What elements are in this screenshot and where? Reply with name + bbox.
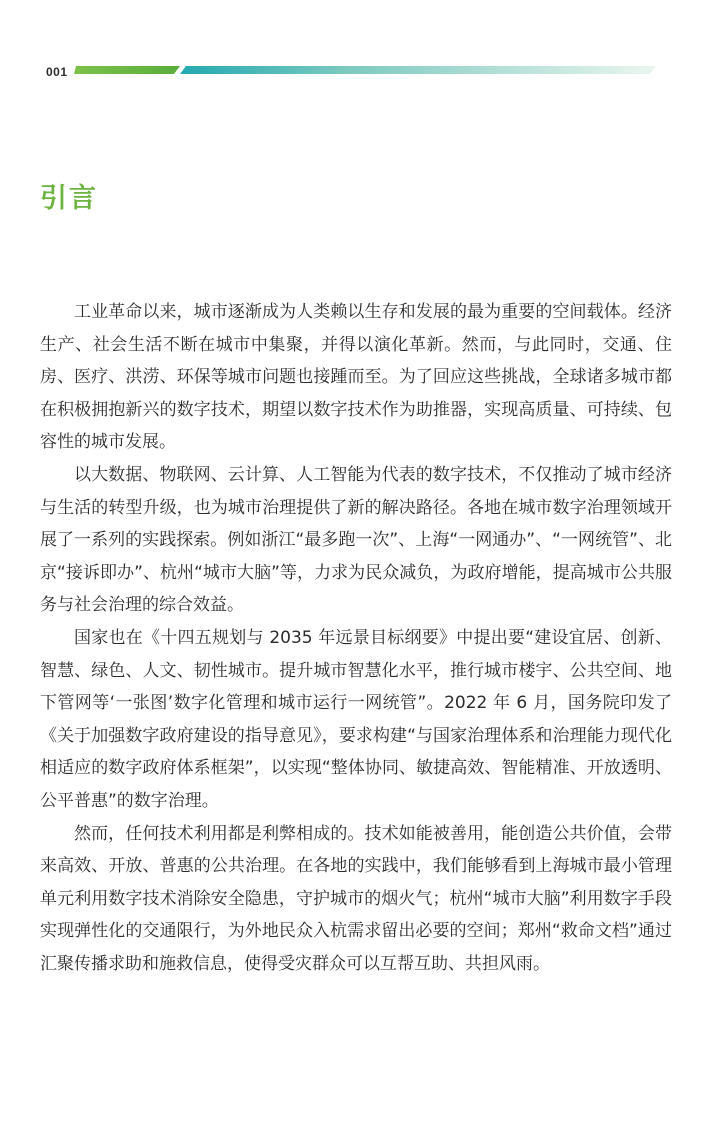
paragraph-1: 工业革命以来，城市逐渐成为人类赖以生存和发展的最为重要的空间载体。经济生产、社会生活不断在城市中集聚，并得以演化革新。然而，与此同时，交通、住房、医疗、洪涝、环保等城市问题也接踵而至。为了回应这些挑战，全球诸多城市都在积极拥抱新兴的数字技术，期望以数字技术作为助推器，实现高质量、可持续、包容性的城市发展。 <box>40 302 672 453</box>
paragraph-4: 然而，任何技术利用都是利弊相成的。技术如能被善用，能创造公共价值，会带来高效、开放、普惠的公共治理。在各地的实践中，我们能够看到上海城市最小管理单元利用数字技术消除安全隐患，守护城市的烟火气；杭州“城市大脑”利用数字手段实现弹性化的交通限行，为外地民众入杭需求留出必要的空间；郑州“救命文档”通过汇聚传播求助和施救信息，使得受灾群众可以互帮互助、共担风雨。 <box>40 823 672 974</box>
page-title: 引言 <box>40 183 98 214</box>
header-bar-teal-segment <box>180 66 656 74</box>
header-decorative-bar <box>74 66 656 76</box>
header-bar-green-segment <box>74 66 180 74</box>
body-text <box>40 296 672 980</box>
page-number: 001 <box>46 65 68 79</box>
paragraph-2: 以大数据、物联网、云计算、人工智能为代表的数字技术，不仅推动了城市经济与生活的转型升级，也为城市治理提供了新的解决路径。各地在城市数字治理领域开展了一系列的实践探索。例如浙江“最多跑一次”、上海“一网通办”、“一网统管”、北京“接诉即办”、杭州“城市大脑”等，力求为民众减负，为政府增能，提高城市公共服务与社会治理的综合效益。 <box>40 464 672 616</box>
paragraph-3: 国家也在《十四五规划与 2035 年远景目标纲要》中提出要“建设宜居、创新、智慧、绿色、人文、韧性城市。提升城市智慧化水平，推行城市楼宇、公共空间、地下管网等‘一张图’数字化管理和城市运行一网统管”。2022 年 6 月，国务院印发了《关于加强数字政府建设的指导意见》，要求构建“与国家治理体系和治理能力现代化相适应的数字政府体系框架”，以实现“整体协同、敏捷高效、智能精准、开放透明、公平普惠”的数字治理。 <box>40 627 672 811</box>
header-bar-graphic <box>74 66 656 76</box>
